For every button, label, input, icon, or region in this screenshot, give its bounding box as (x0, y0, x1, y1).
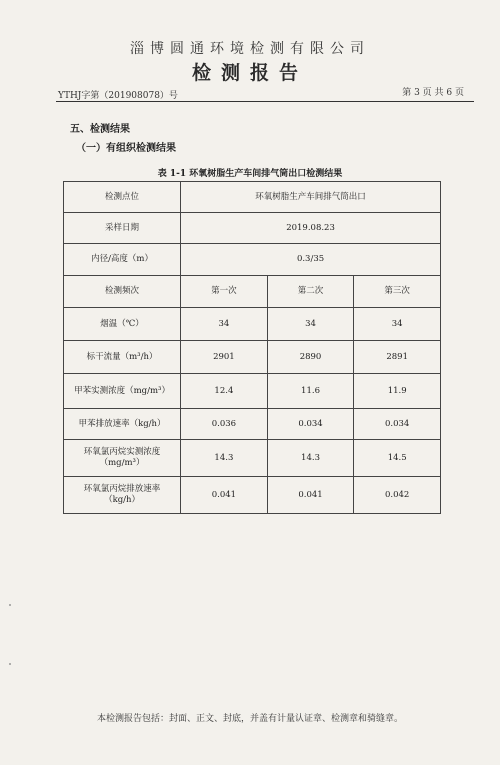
table-row (64, 374, 441, 409)
table-row (64, 409, 441, 440)
results-table (63, 181, 441, 514)
cell-value: 2890 (267, 341, 354, 374)
diameter-label: 内径/高度（m） (64, 244, 181, 276)
report-title: 检测报告 (191, 62, 308, 84)
row-label: 甲苯实测浓度（mg/m³） (64, 374, 181, 409)
table-row (64, 477, 441, 514)
cell-value: 11.9 (354, 374, 441, 409)
cell-value: 14.3 (181, 440, 268, 477)
row-label: 环氧氯丙烷排放速率（kg/h） (64, 477, 181, 514)
cell-value: 11.6 (267, 374, 354, 409)
point-label: 检测点位 (64, 182, 181, 213)
table-row (64, 341, 441, 374)
cell-value: 14.3 (267, 440, 354, 477)
frequency-3: 第三次 (354, 276, 441, 308)
cell-value: 2901 (181, 341, 268, 374)
cell-value: 2891 (354, 341, 441, 374)
company-name: 淄博圆通环境检测有限公司 (130, 41, 370, 57)
row-label: 甲苯排放速率（kg/h） (64, 409, 181, 440)
table-row (64, 213, 441, 244)
cell-value: 34 (267, 308, 354, 341)
cell-value: 0.041 (181, 477, 268, 514)
header-divider (56, 101, 474, 102)
cell-value: 0.042 (354, 477, 441, 514)
point-value: 环氧树脂生产车间排气筒出口 (181, 182, 441, 213)
page-indicator: 第 3 页 共 6 页 (402, 88, 464, 98)
row-label: 烟温（℃） (64, 308, 181, 341)
cell-value: 0.034 (267, 409, 354, 440)
date-label: 采样日期 (64, 213, 181, 244)
table-row (64, 440, 441, 477)
subsection-title: （一）有组织检测结果 (76, 143, 176, 154)
cell-value: 34 (354, 308, 441, 341)
table-row (64, 276, 441, 308)
diameter-value: 0.3/35 (181, 244, 441, 276)
scan-speck (9, 604, 11, 606)
table-row (64, 244, 441, 276)
row-label: 标干流量（m³/h） (64, 341, 181, 374)
scan-speck (9, 663, 11, 665)
cell-value: 14.5 (354, 440, 441, 477)
frequency-2: 第二次 (267, 276, 354, 308)
table-caption: 表 1-1 环氧树脂生产车间排气筒出口检测结果 (157, 169, 343, 179)
table-row (64, 308, 441, 341)
frequency-1: 第一次 (181, 276, 268, 308)
cell-value: 12.4 (181, 374, 268, 409)
cell-value: 0.036 (181, 409, 268, 440)
footer-note: 本检测报告包括：封面、正文、封底，并盖有计量认证章、检测章和骑缝章。 (96, 714, 403, 724)
row-label: 环氧氯丙烷实测浓度（mg/m³） (64, 440, 181, 477)
cell-value: 34 (181, 308, 268, 341)
cell-value: 0.034 (354, 409, 441, 440)
section-title: 五、检测结果 (70, 124, 130, 135)
date-value: 2019.08.23 (181, 213, 441, 244)
table-row (64, 182, 441, 213)
document-number: YTHJ字第（201908078）号 (58, 91, 178, 101)
cell-value: 0.041 (267, 477, 354, 514)
frequency-label: 检测频次 (64, 276, 181, 308)
